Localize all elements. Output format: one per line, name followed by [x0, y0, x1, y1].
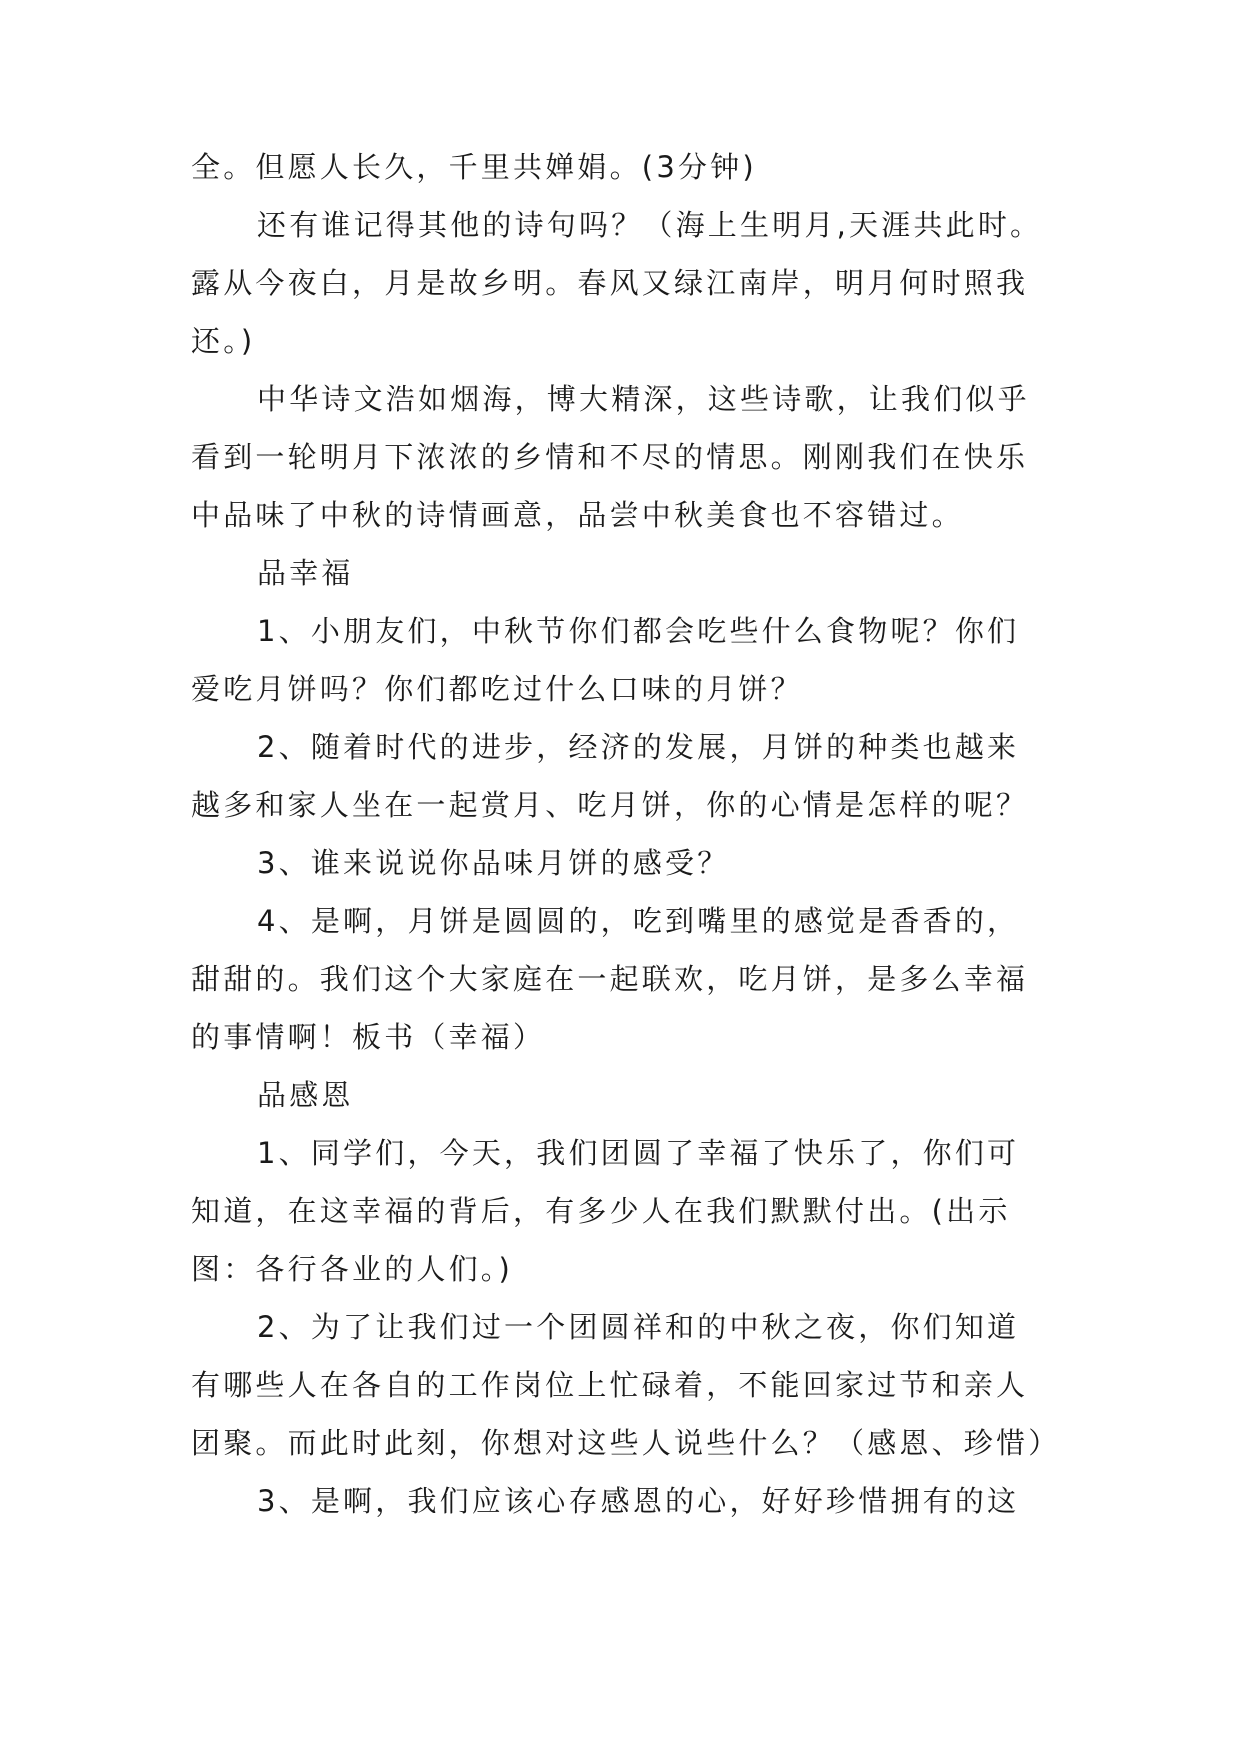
section-heading: 品幸福 — [257, 556, 354, 590]
text-line: 图：各行各业的人们。) — [191, 1252, 514, 1286]
text-line: 4、是啊，月饼是圆圆的，吃到嘴里的感觉是香香的， — [257, 904, 1020, 938]
text-line: 露从今夜白，月是故乡明。春风又绿江南岸，明月何时照我 — [191, 266, 1029, 300]
text-line: 越多和家人坐在一起赏月、吃月饼，你的心情是怎样的呢？ — [191, 788, 1029, 822]
text-line: 3、是啊，我们应该心存感恩的心，好好珍惜拥有的这 — [257, 1484, 1020, 1518]
text-line: 1、同学们，今天，我们团圆了幸福了快乐了，你们可 — [257, 1136, 1020, 1170]
text-line: 3、谁来说说你品味月饼的感受？ — [257, 846, 730, 880]
text-line: 有哪些人在各自的工作岗位上忙碌着，不能回家过节和亲人 — [191, 1368, 1029, 1402]
text-line: 看到一轮明月下浓浓的乡情和不尽的情思。刚刚我们在快乐 — [191, 440, 1029, 474]
text-line: 甜甜的。我们这个大家庭在一起联欢，吃月饼，是多么幸福 — [191, 962, 1029, 996]
text-line: 中华诗文浩如烟海，博大精深，这些诗歌，让我们似乎 — [257, 382, 1030, 416]
text-line: 2、为了让我们过一个团圆祥和的中秋之夜，你们知道 — [257, 1310, 1020, 1344]
section-heading: 品感恩 — [257, 1078, 354, 1112]
text-line: 中品味了中秋的诗情画意，品尝中秋美食也不容错过。 — [191, 498, 964, 532]
text-line: 爱吃月饼吗？你们都吃过什么口味的月饼？ — [191, 672, 803, 706]
text-line: 全。但愿人长久，千里共婵娟。(3分钟) — [191, 150, 757, 184]
text-line: 1、小朋友们，中秋节你们都会吃些什么食物呢？你们 — [257, 614, 1020, 648]
text-line: 的事情啊！板书（幸福） — [191, 1020, 546, 1054]
text-line: 还。) — [191, 324, 256, 358]
text-line: 2、随着时代的进步，经济的发展，月饼的种类也越来 — [257, 730, 1020, 764]
text-line: 团聚。而此时此刻，你想对这些人说些什么？（感恩、珍惜） — [191, 1426, 1061, 1460]
text-line: 知道，在这幸福的背后，有多少人在我们默默付出。(出示 — [191, 1194, 1011, 1228]
text-line: 还有谁记得其他的诗句吗？（海上生明月,天涯共此时。 — [257, 208, 1043, 242]
